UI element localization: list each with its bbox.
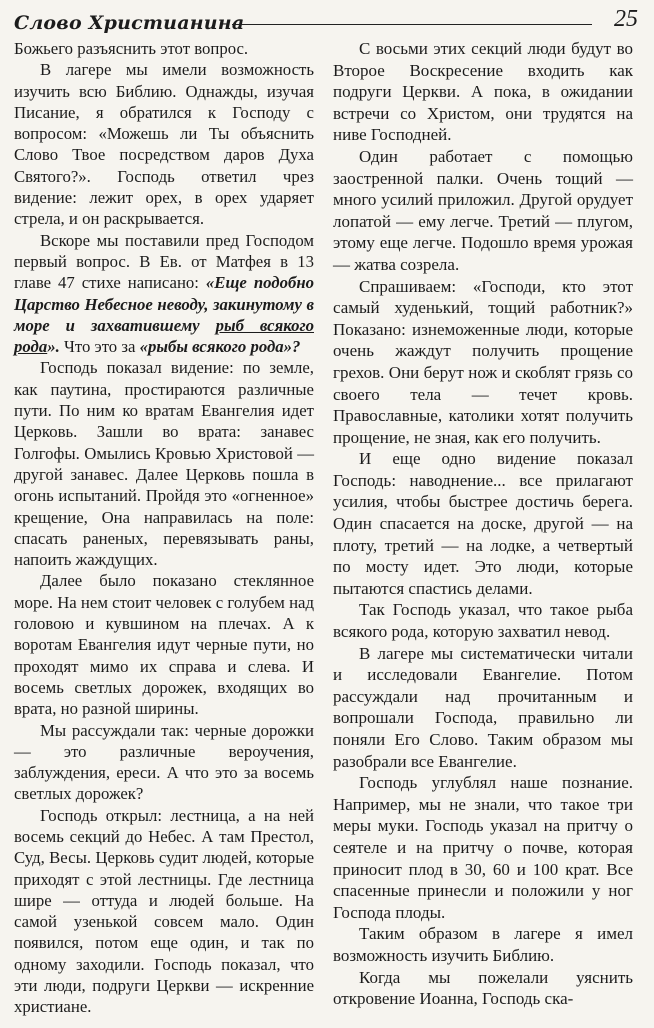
paragraph: Мы рассуждали так: черные дорожки — это различные вероучения, заблуждения, ереси. А что это за восемь светлых дорожек? [14, 720, 314, 804]
scripture-quote: «Еще подобно Царство Небесное неводу, закинутому в море и захватившему [14, 273, 314, 335]
paragraph [14, 230, 314, 358]
paragraph: И еще одно видение показал Господь: наводнение... все прилагают усилия, чтобы быстрее достичь берега. Один спасается на доске, другой — на плоту, третий — на лодке, а четвертый по мосту идет. Это люди, которые пытаются спастись делами. [333, 449, 633, 598]
paragraph: Господь открыл: лестница, а на ней восемь секций до Небес. А там Престол, Суд, Весы. Церковь судит людей, которые приходят с этой лестницы. Где лестница шире — оттуда и людей больше. На самой узенькой совсем мало. Один появился, потом еще один, и так по одному заходили. Господь показал, что эти люди, подруги Церкви — искренние христиане. [14, 805, 314, 1017]
paragraph: В лагере мы систематически читали и исследовали Евангелие. Потом рассуждали над прочитанным и вопрошали Господа, правильно ли поняли Его Слово. Таким образом мы разобрали все Евангелие. [333, 643, 633, 771]
scripture-quote-underlined: рыб всякого рода [14, 315, 314, 357]
paragraph: Далее было показано стеклянное море. На нем стоит человек с голубем над головою и кувшином на плечах. А к воротам Евангелия идут черные пути, но проходят мимо их справа и слева. И восемь светлых дорожек, входящих во врата, но разной ширины. [14, 571, 314, 719]
page-number: 25 [614, 6, 638, 32]
paragraph: С восьми этих секций люди будут во Второе Воскресение входить как подруги Церкви. А пока, в ожидании встречи со Христом, они трудятся на ниве Господней. [333, 39, 633, 145]
right-column [333, 38, 633, 1010]
running-title: Слово Христианина [14, 12, 245, 34]
paragraph: Господь показал видение: по земле, как паутина, простираются различные пути. По ним ко вратам Евангелия идет Церковь. Зашли во врата: занавес Голгофы. Омылись Кровью Христовой — другой занавес. Далее Церковь пошла в огонь испытаний. Пройдя это «огненное» крещение, Она направилась на поле: спасать раненых, перевязывать раны, напоить жаждущих. [14, 358, 314, 570]
paragraph: Так Господь указал, что такое рыба всякого рода, которую захватил невод. [333, 600, 633, 642]
left-column [14, 38, 314, 1018]
header-rule [232, 24, 592, 25]
paragraph: Таким образом в лагере я имел возможность изучить Библию. [333, 924, 633, 965]
paragraph: Спрашиваем: «Господи, кто этот самый худенький, тощий работник?» Показано: изнеможенные люди, которые очень жаждут получить прощение грехов. Они берут нож и скоблят грязь со своего тела — течет кровь. Православные, католики хотят получить прощение, не зная, как его получить. [333, 276, 633, 447]
paragraph: Когда мы пожелали уяснить откровение Иоанна, Господь ска- [333, 967, 633, 1009]
paragraph: Один работает с помощью заостренной палки. Очень тощий — много усилий приложил. Другой орудует лопатой — ему легче. Третий — плугом, этому еще легче. Подошло время урожая — жатва созрела. [333, 146, 633, 274]
page-header [14, 6, 640, 36]
paragraph-text: Вскоре мы поставили пред Господом первый вопрос. В Ев. от Матфея в 13 главе 47 стихе написано: [14, 230, 314, 293]
paragraph-text: Что это за [59, 337, 140, 357]
paragraph: Господь углублял наше познание. Например, мы не знали, что такое три меры муки. Господь указал на притчу о сеятеле и на притчу о почве, которая приносит плод в 30, 60 и 100 крат. Все спасенные принесли и положили у ног Господа плоды. [333, 773, 633, 922]
paragraph: Божьего разъяснить этот вопрос. [14, 39, 249, 58]
paragraph: В лагере мы имели возможность изучить всю Библию. Однажды, изучая Писание, я обратился к Господу с вопросом: «Можешь ли Ты объяснить Слово Твое посредством даров Духа Святого?». Господь ответил чрез видение: лежит орех, в орех ударяет стрела, и он раскрывается. [14, 60, 314, 229]
scripture-quote-end: ». [47, 337, 60, 357]
question-emphasis: «рыбы всякого рода»? [139, 337, 301, 357]
